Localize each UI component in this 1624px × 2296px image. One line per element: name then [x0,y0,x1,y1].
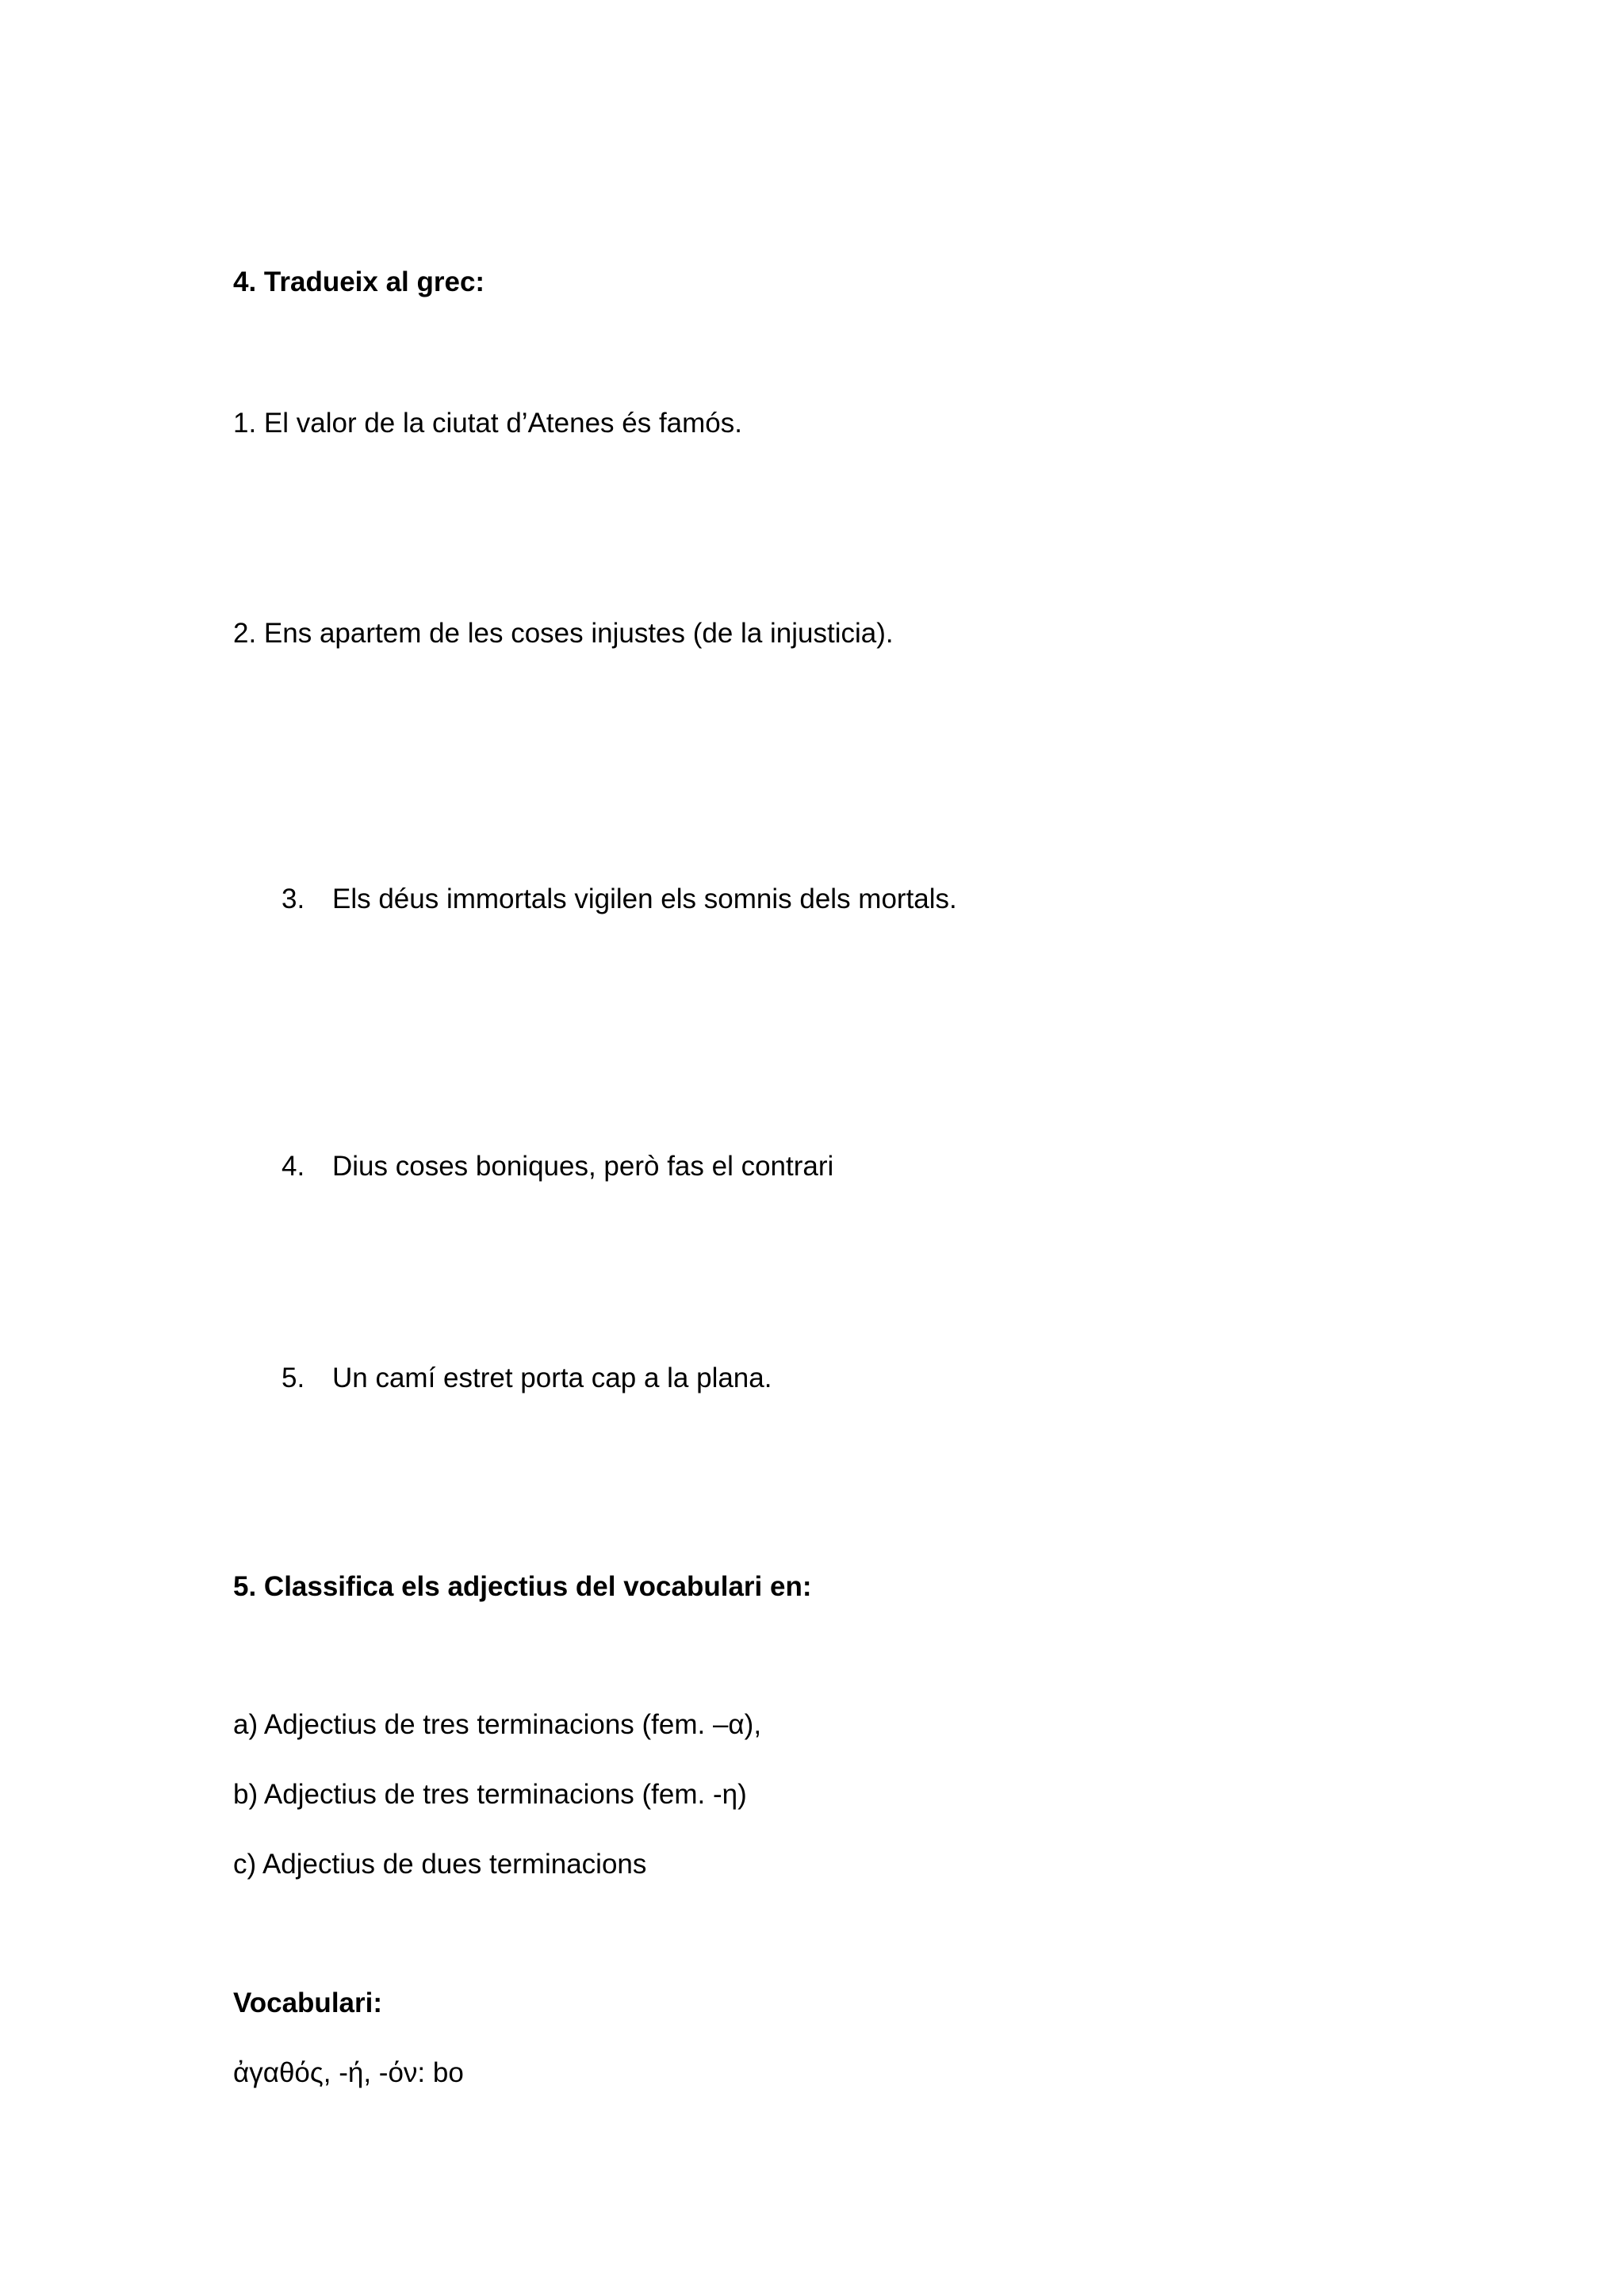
vocabulary-entry: ἀγαθός, -ή, -όν: bo [233,2057,464,2088]
item-number: 4. [282,1151,305,1182]
exercise-5-option-c: c) Adjectius de dues terminacions [233,1849,647,1880]
exercise-5-option-a: a) Adjectius de tres terminacions (fem. –α), [233,1709,762,1740]
exercise-4-item-4 [282,1149,833,1184]
exercise-4-heading: 4. Tradueix al grec: [233,266,485,297]
item-text: Dius coses boniques, però fas el contrari [332,1151,834,1182]
exercise-4-item-2: 2. Ens apartem de les coses injustes (de la injusticia). [233,618,894,649]
exercise-4-item-3 [282,882,957,917]
item-number: 3. [282,884,305,914]
exercise-4-item-1: 1. El valor de la ciutat d’Atenes és famós. [233,408,742,439]
exercise-5-heading: 5. Classifica els adjectius del vocabulari en: [233,1571,812,1602]
exercise-4-item-5 [282,1361,772,1396]
item-text: Els déus immortals vigilen els somnis dels mortals. [332,884,957,914]
exercise-5-option-b: b) Adjectius de tres terminacions (fem. -η) [233,1779,747,1810]
item-number: 5. [282,1363,305,1393]
vocabulary-heading: Vocabulari: [233,1987,383,2018]
item-text: Un camí estret porta cap a la plana. [332,1363,772,1393]
